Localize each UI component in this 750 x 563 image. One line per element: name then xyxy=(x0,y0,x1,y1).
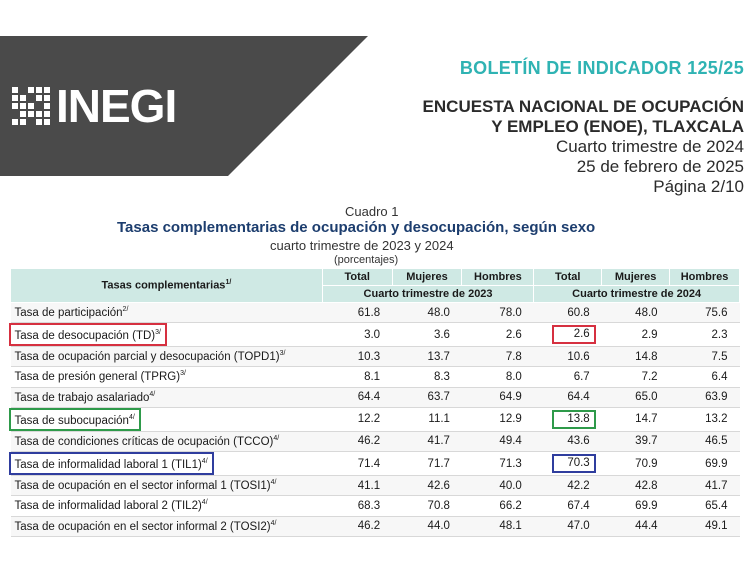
cell-value: 63.7 xyxy=(427,391,450,404)
cuadro-title: Tasas complementarias de ocupación y desocupación, según sexo xyxy=(117,219,596,236)
cell-value: 61.8 xyxy=(357,306,381,319)
cell-value: 64.4 xyxy=(357,391,381,404)
table-cell xyxy=(670,496,740,516)
table-cell xyxy=(534,367,602,387)
col-total-2024: Total xyxy=(534,269,602,286)
table-cell xyxy=(462,347,534,367)
table-row xyxy=(11,323,740,347)
row-label-note: 4/ xyxy=(201,499,208,507)
col-hombres-2024: Hombres xyxy=(670,269,740,286)
cell-value: 47.0 xyxy=(567,520,590,533)
table-cell xyxy=(602,452,670,476)
cell-value: 69.9 xyxy=(705,457,728,470)
table-cell xyxy=(392,475,462,495)
row-label-note: 3/ xyxy=(279,350,286,358)
cuadro-number: Cuadro 1 xyxy=(345,204,399,219)
cell-value: 66.2 xyxy=(499,499,522,512)
table-cell xyxy=(670,347,740,367)
row-label-text xyxy=(15,351,286,363)
row-label xyxy=(11,367,323,387)
cell-value: 49.4 xyxy=(499,435,522,448)
row-label-text xyxy=(15,371,186,383)
cell-value: 65.4 xyxy=(705,499,728,512)
period-2024-header: Cuarto trimestre de 2024 xyxy=(534,286,740,303)
row-label-note: 2/ xyxy=(122,306,129,314)
table-cell xyxy=(602,323,670,347)
cell-value: 65.0 xyxy=(635,391,658,404)
table-cell xyxy=(322,408,392,432)
table-cell xyxy=(670,431,740,451)
table-cell xyxy=(534,323,602,347)
row-label xyxy=(11,475,323,495)
table-cell xyxy=(462,367,534,387)
row-label-text xyxy=(15,307,129,319)
cell-value: 39.7 xyxy=(635,435,658,448)
table-cell xyxy=(670,323,740,347)
row-label-note: 4/ xyxy=(149,390,156,398)
table-row xyxy=(11,496,740,516)
table-cell xyxy=(602,475,670,495)
cuadro-subtitle: cuarto trimestre de 2023 y 2024 xyxy=(270,238,454,253)
col-mujeres-2024: Mujeres xyxy=(602,269,670,286)
cell-value: 13.8 xyxy=(552,410,596,429)
cell-value: 11.1 xyxy=(428,413,450,426)
row-label-name: Tasa de desocupación (TD) xyxy=(14,330,156,343)
row-label-text xyxy=(9,452,214,475)
table-body xyxy=(11,303,740,537)
table-cell xyxy=(462,516,534,536)
row-label-text xyxy=(15,500,208,512)
cell-value: 10.6 xyxy=(567,350,590,363)
cell-value: 2.3 xyxy=(711,328,728,341)
row-label-text xyxy=(15,480,277,492)
table-row xyxy=(11,408,740,432)
row-label-name: Tasa de trabajo asalariado xyxy=(14,391,150,404)
table-row xyxy=(11,431,740,451)
survey-title-line2: Y EMPLEO (ENOE), TLAXCALA xyxy=(491,117,744,136)
row-label xyxy=(11,408,323,432)
table-cell xyxy=(670,303,740,323)
row-label-name: Tasa de informalidad laboral 1 (TIL1) xyxy=(14,458,202,471)
cell-value: 7.8 xyxy=(505,350,522,363)
table-row xyxy=(11,303,740,323)
cell-value: 64.4 xyxy=(567,391,590,404)
cuadro-unit: (porcentajes) xyxy=(334,254,399,266)
table-cell xyxy=(392,367,462,387)
cell-value: 13.2 xyxy=(705,413,728,426)
row-label-name: Tasa de presión general (TPRG) xyxy=(14,371,181,384)
col-mujeres-2023: Mujeres xyxy=(392,269,462,286)
cell-value: 2.6 xyxy=(552,325,596,344)
row-label xyxy=(11,303,323,323)
table-cell xyxy=(534,408,602,432)
cell-value: 13.7 xyxy=(427,350,450,363)
cell-value: 14.7 xyxy=(635,413,658,426)
cell-value: 46.2 xyxy=(357,435,381,448)
table-cell xyxy=(602,303,670,323)
table-cell xyxy=(534,303,602,323)
cell-value: 46.5 xyxy=(705,435,728,448)
row-label-text xyxy=(15,392,156,404)
cell-value: 8.0 xyxy=(505,371,522,384)
bulletin-title: BOLETÍN DE INDICADOR 125/25 xyxy=(459,58,744,78)
cell-value: 46.2 xyxy=(357,520,381,533)
row-label-name: Tasa de ocupación en el sector informal 1 (TOSI1) xyxy=(14,480,271,493)
cell-value: 71.7 xyxy=(427,457,450,470)
row-label-name: Tasa de ocupación parcial y desocupación (TOPD1) xyxy=(14,351,280,364)
cell-value: 42.2 xyxy=(567,479,590,492)
cell-value: 6.7 xyxy=(573,371,590,384)
table-cell xyxy=(392,431,462,451)
row-label-note: 4/ xyxy=(270,479,277,487)
table-cell xyxy=(322,431,392,451)
table-cell xyxy=(602,367,670,387)
survey-title-line1: ENCUESTA NACIONAL DE OCUPACIÓN xyxy=(422,97,744,116)
cell-value: 69.9 xyxy=(635,499,658,512)
cell-value: 12.9 xyxy=(499,413,522,426)
survey-title-block xyxy=(423,97,744,197)
table-cell xyxy=(462,387,534,407)
table-cell xyxy=(392,387,462,407)
row-label-note: 4/ xyxy=(201,458,208,466)
table-cell xyxy=(322,387,392,407)
table-cell xyxy=(670,367,740,387)
row-label-note: 4/ xyxy=(128,414,135,422)
cell-value: 12.2 xyxy=(357,413,381,426)
row-label xyxy=(11,452,323,476)
table-row xyxy=(11,452,740,476)
brand-name: INEGI xyxy=(56,80,177,132)
table-cell xyxy=(462,496,534,516)
cell-value: 41.1 xyxy=(357,479,381,492)
table-cell xyxy=(602,431,670,451)
cell-value: 48.1 xyxy=(499,520,522,533)
cell-value: 49.1 xyxy=(705,520,728,533)
table-cell xyxy=(322,452,392,476)
row-label-text xyxy=(15,521,277,533)
row-label-note: 4/ xyxy=(270,519,277,527)
row-label-name: Tasa de subocupación xyxy=(14,414,129,427)
cell-value: 2.9 xyxy=(641,328,658,341)
row-label xyxy=(11,387,323,407)
cell-value: 14.8 xyxy=(635,350,658,363)
table-cell xyxy=(670,452,740,476)
col-hombres-2023: Hombres xyxy=(462,269,534,286)
table-cell xyxy=(534,516,602,536)
survey-period: Cuarto trimestre de 2024 xyxy=(555,137,744,156)
cell-value: 60.8 xyxy=(567,306,590,319)
cell-value: 3.0 xyxy=(364,328,381,341)
cell-value: 68.3 xyxy=(357,499,381,512)
table-cell xyxy=(462,475,534,495)
cell-value: 48.0 xyxy=(635,306,658,319)
cell-value: 42.8 xyxy=(635,479,658,492)
cell-value: 67.4 xyxy=(567,499,590,512)
cell-value: 78.0 xyxy=(499,306,522,319)
table-cell xyxy=(534,475,602,495)
table-cell xyxy=(670,387,740,407)
row-label xyxy=(11,323,323,347)
period-2023-header: Cuarto trimestre de 2023 xyxy=(322,286,534,303)
table-row xyxy=(11,367,740,387)
table-cell xyxy=(670,408,740,432)
table-cell xyxy=(534,452,602,476)
table-cell xyxy=(602,496,670,516)
inegi-logo-mark-icon xyxy=(12,87,50,125)
cell-value: 6.4 xyxy=(711,371,728,384)
col-total-2023: Total xyxy=(322,269,392,286)
table-cell xyxy=(602,408,670,432)
page-number: Página 2/10 xyxy=(653,177,744,196)
cell-value: 70.8 xyxy=(427,499,450,512)
table-cell xyxy=(602,387,670,407)
table-cell xyxy=(534,431,602,451)
cell-value: 8.1 xyxy=(364,371,381,384)
cell-value: 70.9 xyxy=(635,457,658,470)
cell-value: 41.7 xyxy=(427,435,450,448)
table-row xyxy=(11,387,740,407)
row-label-text xyxy=(9,323,167,346)
table-cell xyxy=(392,408,462,432)
row-label-text xyxy=(15,436,280,448)
table-cell xyxy=(462,452,534,476)
table-row xyxy=(11,475,740,495)
table-cell xyxy=(670,516,740,536)
table-cell xyxy=(322,347,392,367)
cell-value: 75.6 xyxy=(705,306,728,319)
table-cell xyxy=(462,408,534,432)
row-label xyxy=(11,347,323,367)
table-cell xyxy=(322,323,392,347)
row-header: Tasas complementarias$^{1/}$ xyxy=(11,269,323,303)
table-cell xyxy=(322,303,392,323)
row-label-name: Tasa de participación xyxy=(14,307,123,320)
cell-value: 44.0 xyxy=(427,520,450,533)
cell-value: 44.4 xyxy=(635,520,658,533)
cell-value: 41.7 xyxy=(705,479,728,492)
row-label-text xyxy=(9,408,141,431)
table-cell xyxy=(392,496,462,516)
cell-value: 71.4 xyxy=(357,457,381,470)
cell-value: 43.6 xyxy=(567,435,590,448)
table-cell xyxy=(322,475,392,495)
row-label-note: 4/ xyxy=(273,435,280,443)
cell-value: 71.3 xyxy=(499,457,522,470)
row-label-note: 3/ xyxy=(180,370,186,378)
table-cell xyxy=(534,496,602,516)
publication-date: 25 de febrero de 2025 xyxy=(576,157,744,176)
table-cell xyxy=(322,496,392,516)
table-cell xyxy=(322,516,392,536)
table-cell xyxy=(462,323,534,347)
table-cell xyxy=(602,516,670,536)
row-label-name: Tasa de informalidad laboral 2 (TIL2) xyxy=(14,500,202,513)
table-cell xyxy=(392,347,462,367)
table-row xyxy=(11,516,740,536)
table-cell xyxy=(392,303,462,323)
table-cell xyxy=(534,347,602,367)
table-cell xyxy=(322,367,392,387)
row-label xyxy=(11,496,323,516)
row-label-note: 3/ xyxy=(155,329,161,337)
cell-value: 64.9 xyxy=(499,391,522,404)
table-cell xyxy=(462,303,534,323)
cell-value: 40.0 xyxy=(499,479,522,492)
table-cell xyxy=(392,516,462,536)
row-label xyxy=(11,431,323,451)
row-label-name: Tasa de condiciones críticas de ocupación (TCCO) xyxy=(14,435,274,448)
cell-value: 63.9 xyxy=(705,391,728,404)
row-label-name: Tasa de ocupación en el sector informal 2 (TOSI2) xyxy=(14,520,271,533)
rates-table xyxy=(10,268,740,537)
cell-value: 7.2 xyxy=(641,371,658,384)
table-cell xyxy=(462,431,534,451)
table-cell xyxy=(670,475,740,495)
cell-value: 2.6 xyxy=(505,328,522,341)
table-cell xyxy=(392,323,462,347)
table-cell xyxy=(602,347,670,367)
inegi-logo xyxy=(12,80,177,132)
table-cell xyxy=(392,452,462,476)
cell-value: 7.5 xyxy=(711,350,728,363)
row-label xyxy=(11,516,323,536)
table-cell xyxy=(534,387,602,407)
cell-value: 10.3 xyxy=(357,350,381,363)
cell-value: 70.3 xyxy=(552,454,596,473)
cell-value: 8.3 xyxy=(433,371,450,384)
cell-value: 42.6 xyxy=(427,479,450,492)
table-row xyxy=(11,347,740,367)
cell-value: 3.6 xyxy=(433,328,450,341)
cell-value: 48.0 xyxy=(427,306,450,319)
